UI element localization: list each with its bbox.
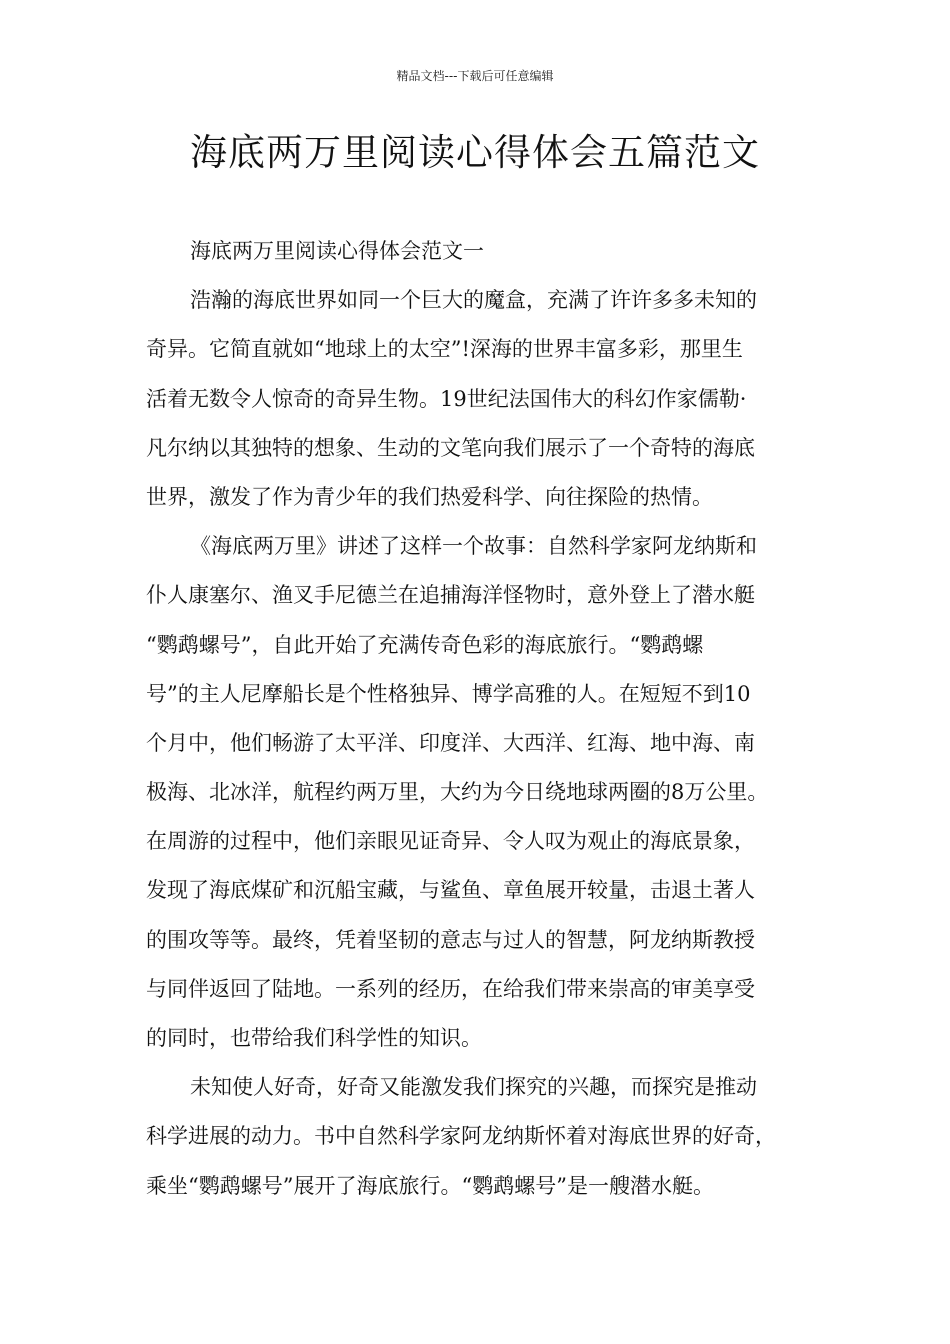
subheading-essay-one: 海底两万里阅读心得体会范文一 [190,239,484,263]
paragraph-line: 活着无数令人惊奇的奇异生物。19世纪法国伟大的科幻作家儒勒· [146,386,747,411]
header-note: 精品文档---下载后可任意编辑 [396,69,554,83]
paragraph-line: 的同时，也带给我们科学性的知识。 [146,1026,482,1050]
paragraph-line: 《海底两万里》讲述了这样一个故事：自然科学家阿龙纳斯和 [190,534,757,559]
paragraph-line: 个月中，他们畅游了太平洋、印度洋、大西洋、红海、地中海、南 [146,730,755,755]
paragraph-line: 未知使人好奇，好奇又能激发我们探究的兴趣，而探究是推动 [190,1075,757,1100]
paragraph-line: 乘坐“鹦鹉螺号”展开了海底旅行。“鹦鹉螺号”是一艘潜水艇。 [146,1173,714,1198]
paragraph-line: 浩瀚的海底世界如同一个巨大的魔盒，充满了许许多多未知的 [190,288,757,313]
paragraph-line: 发现了海底煤矿和沉船宝藏，与鲨鱼、章鱼展开较量，击退土著人 [146,878,755,903]
paragraph-line: 在周游的过程中，他们亲眼见证奇异、令人叹为观止的海底景象， [146,829,755,854]
paragraph-line: 奇异。它简直就如“地球上的太空”!深海的世界丰富多彩，那里生 [146,337,743,362]
paragraph-line: “鹦鹉螺号”，自此开始了充满传奇色彩的海底旅行。“鹦鹉螺 [146,632,704,657]
paragraph-line: 仆人康塞尔、渔叉手尼德兰在追捕海洋怪物时，意外登上了潜水艇 [146,583,755,608]
paragraph-line: 极海、北冰洋，航程约两万里，大约为今日绕地球两圈的8万公里。 [146,780,769,805]
paragraph-line: 号”的主人尼摩船长是个性格独异、博学高雅的人。在短短不到10 [146,681,751,706]
paragraph-line: 凡尔纳以其独特的想象、生动的文笔向我们展示了一个奇特的海底 [146,435,755,460]
paragraph-line: 的围攻等等。最终，凭着坚韧的意志与过人的智慧，阿龙纳斯教授 [146,927,755,952]
paragraph-line: 科学进展的动力。书中自然科学家阿龙纳斯怀着对海底世界的好奇， [146,1124,776,1149]
article-body [146,227,818,1211]
paragraph-line: 与同伴返回了陆地。一系列的经历，在给我们带来崇高的审美享受 [146,976,755,1001]
paragraph-line: 世界，激发了作为青少年的我们热爱科学、向往探险的热情。 [146,484,713,509]
document-title: 海底两万里阅读心得体会五篇范文 [190,131,760,174]
